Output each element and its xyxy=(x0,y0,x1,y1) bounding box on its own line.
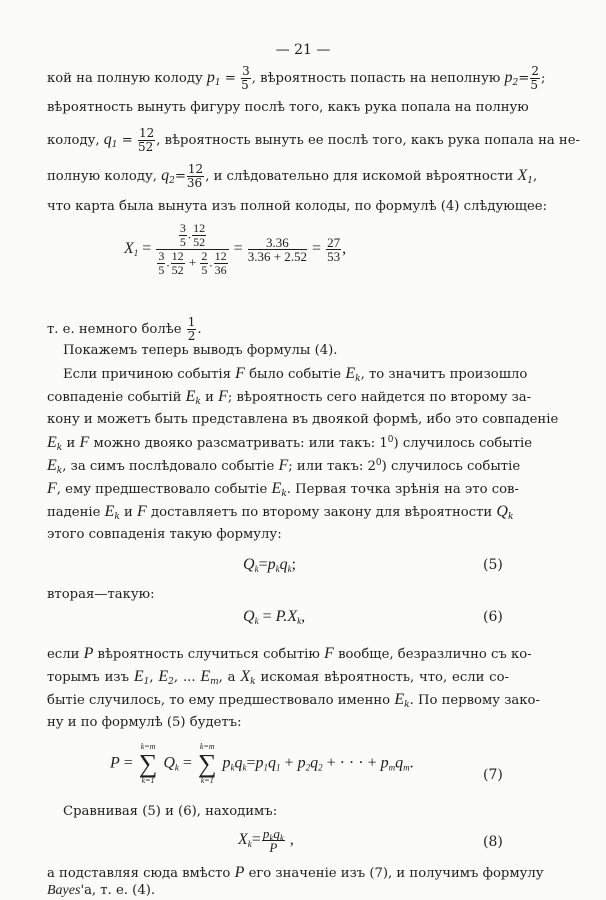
summation-sign: k=m ∑ k=1 xyxy=(197,742,217,785)
text-line: кону и можетъ быть представлена въ двоякой формѣ, ибо это совпаденіе xyxy=(47,412,559,427)
fraction-one-half: $\frac{1}{2}$ xyxy=(187,315,196,343)
equation-number: (6) xyxy=(483,609,503,625)
equation-number: (8) xyxy=(483,834,503,850)
text-line: совпаденіе событій $E_k$ и F; вѣроятность сего найдется по второму за- xyxy=(47,388,532,407)
page-number: — 21 — xyxy=(275,42,331,58)
text: кой на полную колоду xyxy=(47,71,203,86)
text-line xyxy=(47,64,546,92)
text-line: Bayes'а, т. е. (4). xyxy=(47,883,156,898)
text-line: а подставляя сюда вмѣсто P его значеніе изъ (7), и получимъ формулу xyxy=(47,864,544,881)
formula-p2: $p_2=$ $\frac{2}{5}$ ; xyxy=(504,64,546,92)
text-line: Покажемъ теперь выводъ формулы (4). xyxy=(63,343,338,358)
text-line: этого совпаденія такую формулу: xyxy=(47,527,282,542)
text-line: $E_k$ и F можно двояко разсматривать: или такъ: $1^0$) случилось событіе xyxy=(47,434,533,453)
text-line: т. е. немного болѣе $\frac{1}{2}$ . xyxy=(47,315,202,343)
text-line: ну и по формулѣ (5) будетъ: xyxy=(47,715,242,730)
formula-q1: $q_1$ = $\frac{12}{52}$ xyxy=(103,126,155,154)
text-line: паденіе $E_k$ и F доставляетъ по второму закону для вѣроятности $Q_k$ xyxy=(47,503,514,522)
text-line: $E_k$, за симъ послѣдовало событіе F; или такъ: $2^0$) случилось событіе xyxy=(47,457,521,476)
text-line: что карта была вынута изъ полной колоды, по формулѣ (4) слѣдующее: xyxy=(47,199,548,214)
equation-6: $Q_k = P.X_k$, xyxy=(243,608,306,626)
text-line: F, ему предшествовало событіе $E_k$. Первая точка зрѣнія на это сов- xyxy=(47,480,519,499)
equation-5: $Q_k=p_kq_k$; xyxy=(243,556,297,574)
text-line: торымъ изъ $E_1$, $E_2$, ... $E_m$, а $X_k$ искомая вѣроятность, что, если со- xyxy=(47,668,509,687)
equation-8: $X_k=$ $\frac{p_kq_k}{P}$ , xyxy=(238,826,294,855)
equation-number: (5) xyxy=(483,557,503,573)
text-line: колоду, $q_1$ = $\frac{12}{52}$ , вѣроятность вынуть ее послѣ того, какъ рука попала на не- xyxy=(47,126,580,154)
text-line: полную колоду, $q_2=$ $\frac{12}{36}$ , и слѣдовательно для искомой вѣроятности $X_1$, xyxy=(47,162,538,190)
formula-p1: $p_1$ = $\frac{3}{5}$ xyxy=(206,64,250,92)
text-line: Если причиною событія F было событіе $E_k$, то значитъ произошло xyxy=(63,365,528,384)
equation-number: (7) xyxy=(483,767,503,783)
formula-x1: $X_1$ = $\frac{3}{5}$ . $\frac{12}{52}$ $\frac{3}{5}$ . $\frac{12}{52}$ + $\frac{2}{5}$ . $\frac{12}{36}$ = $\frac{3.36}{3.36 + 2.52}$ = $\frac{27}{53}$ , xyxy=(124,221,347,277)
text: , вѣроятность попасть на неполную xyxy=(251,71,501,86)
equation-7: P = k=m ∑ k=1 $Q_k$ = k=m ∑ k=1 $p_kq_k=p_1q_1 + p_2q_2$ + · · · + $p_mq_m$. xyxy=(110,742,414,785)
formula-q2: $q_2=$ $\frac{12}{36}$ xyxy=(161,162,204,190)
text-line: вторая—такую: xyxy=(47,587,155,602)
text-line: если P вѣроятность случиться событію F вообще, безразлично съ ко- xyxy=(47,645,532,662)
text-line: вѣроятность вынуть фигуру послѣ того, какъ рука попала на полную xyxy=(47,100,529,115)
summation-sign: k=m ∑ k=1 xyxy=(138,742,158,785)
text-line: Сравнивая (5) и (6), находимъ: xyxy=(63,804,278,819)
text-line: бытіе случилось, то ему предшествовало именно $E_k$. По первому зако- xyxy=(47,691,540,710)
